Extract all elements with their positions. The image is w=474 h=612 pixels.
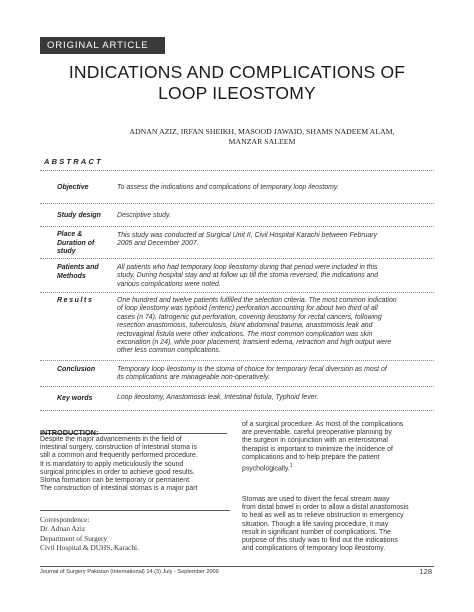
- body-line: [242, 462, 436, 474]
- page-number: 128: [419, 567, 432, 576]
- text-line: All patients who had temporary loop ileostomy during that period were included in this: [117, 264, 378, 271]
- divider: [40, 258, 434, 259]
- authors-line: MANZAR SALEEM: [228, 137, 296, 146]
- body-line: from distal bowel in order to allow a distal anastomosis: [242, 504, 409, 512]
- text-line: This study was conducted at Surgical Unit II, Civil Hospital Karachi between February: [117, 232, 378, 239]
- article-title: [40, 62, 434, 104]
- body-line: situation. Though a life saving procedure, it may: [242, 520, 389, 528]
- text-line: of loop ileostomy was typhoid (enteric) perforation accounting for about two third of all: [117, 305, 378, 313]
- place-label: [57, 231, 115, 257]
- conclusion-label: Conclusion: [57, 366, 96, 373]
- divider: [40, 360, 434, 361]
- text-line: other less common complications.: [117, 347, 221, 355]
- keywords-label: Key words: [57, 395, 93, 402]
- design-label: Study design: [57, 212, 101, 219]
- body-line: intestinal surgery, construction of intestinal stoma is: [40, 444, 197, 452]
- authors-line: ADNAN AZIZ, IRFAN SHEIKH, MASOOD JAWAID, SHAMS NADEEM ALAM,: [129, 127, 395, 136]
- body-line: the surgeon in conjunction with an enterostomal: [242, 437, 388, 445]
- body-line: surgical principles in order to achieve good results.: [40, 468, 195, 476]
- divider: [40, 226, 434, 227]
- divider: [40, 292, 434, 293]
- label-line: study: [57, 248, 76, 255]
- body-line: to heal as well as to relieve obstruction in emergency: [242, 512, 404, 520]
- introduction-right-column-p2: [242, 496, 436, 553]
- divider: [40, 410, 434, 411]
- patients-text: [117, 264, 430, 289]
- label-line: Methods: [57, 272, 86, 280]
- body-line: The construction of intestinal stomas is a major part: [40, 485, 198, 493]
- body-line: It is mandatory to apply meticulously the sound: [40, 460, 184, 468]
- text-line: resection anastomosis, tuberculosis, blunt abdominal trauma, anastomosis leak and: [117, 322, 373, 330]
- divider: [40, 203, 434, 204]
- text-line: Temporary loop ileostomy is the stoma of choice for temporary fecal diversion as most of: [117, 366, 387, 373]
- body-line: purpose of this study was to find out the indications: [242, 537, 398, 545]
- footer-rule: [40, 566, 434, 567]
- introduction-left-column: [40, 436, 230, 493]
- correspondence-name: Dr. Adnan Aziz: [40, 524, 86, 534]
- introduction-right-column-p1: [242, 421, 436, 474]
- correspondence-dept: Department of Surgery: [40, 533, 108, 543]
- footer-journal: Journal of Surgery Pakistan (International) 14 (3) July - September 2009: [40, 569, 219, 575]
- text-line: cases (n 74). Iatrogenic gut perforation, covering ileostomy for rectal cancers, following: [117, 313, 382, 321]
- title-line: LOOP ILEOSTOMY: [158, 83, 316, 103]
- introduction-heading-text: INTRODUCTION:: [40, 428, 99, 437]
- keywords-text: Loop ileostomy, Anastomosis leak, Intestinal fistula, Typhoid fever.: [117, 394, 319, 401]
- abstract-heading: ABSTRACT: [44, 157, 103, 166]
- article-type-badge: ORIGINAL ARTICLE: [40, 37, 165, 54]
- divider: [40, 170, 434, 171]
- divider: [40, 386, 434, 387]
- body-line: Despite the major advancements in the field of: [40, 436, 182, 443]
- body-line: result in significant number of complications. The: [242, 528, 391, 536]
- text-line: its complications are manageable non-operatively.: [117, 374, 270, 382]
- correspondence-heading: Correspondence:: [40, 515, 90, 524]
- body-line: still a common and frequently performed procedure.: [40, 452, 198, 460]
- place-text: [117, 232, 430, 249]
- title-line: INDICATIONS AND COMPLICATIONS OF: [68, 62, 406, 82]
- text-line: various complications were noted.: [117, 280, 221, 288]
- text-line: One hundred and twelve patients fulfilled the selection criteria. The most common indication: [117, 297, 397, 304]
- design-text: Descriptive study.: [117, 212, 171, 219]
- text-line: 2005 and December 2007.: [117, 240, 199, 248]
- objective-label: Objective: [57, 184, 89, 191]
- correspondence-hospital: Civil Hospital & DUHS, Karachi.: [40, 542, 139, 552]
- body-line: Stoma formation can be temporary or permanent.: [40, 477, 191, 485]
- text-line: excoriation (n 24), while poor placement, transient edema, retraction and high output were: [117, 339, 392, 347]
- authors: [90, 127, 434, 147]
- label-line: Duration of: [57, 239, 95, 247]
- label-line: Place &: [57, 231, 83, 238]
- objective-text: To assess the indications and complications of temporary loop ileostomy.: [117, 184, 339, 191]
- body-line: are preventable, careful preoperative planning by: [242, 429, 392, 437]
- body-line: therapist is important to minimize the incidence of: [242, 445, 393, 453]
- body-line: Stomas are used to divert the fecal stream away: [242, 496, 390, 503]
- results-label: Results: [57, 297, 94, 304]
- introduction-heading: [40, 422, 227, 437]
- correspondence-box: [40, 510, 230, 552]
- conclusion-text: [117, 366, 430, 383]
- text-line: study. During hospital stay and at follow up till the stoma reversed, the indications and: [117, 272, 379, 280]
- text-line: rectovaginal fistula were other indications. The most common complication was skin: [117, 330, 373, 338]
- body-line: of a surgical procedure. As most of the complications: [242, 421, 404, 428]
- patients-label: [57, 264, 115, 281]
- results-text: [117, 297, 430, 356]
- body-line: and complications of temporary loop ileostomy.: [242, 545, 386, 553]
- body-text: psychologically.: [242, 465, 290, 473]
- body-line: complications and to help prepare the patient: [242, 453, 380, 461]
- label-line: Patients and: [57, 264, 99, 271]
- citation-superscript: 1: [289, 463, 293, 470]
